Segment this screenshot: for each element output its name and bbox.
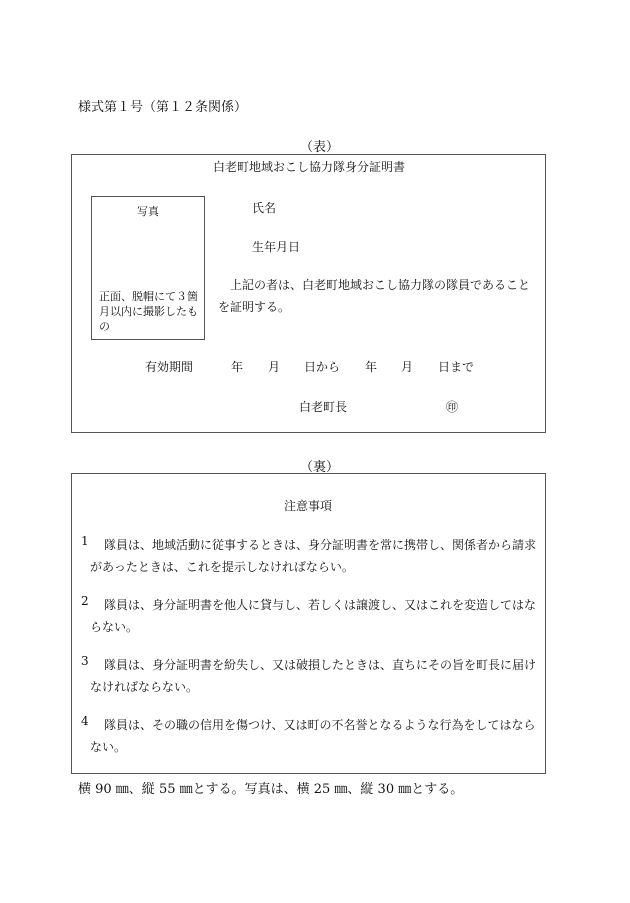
note-item: 隊員は、身分証明書を紛失し、又は破損したときは、直ちにその旨を町長に届けなければならない。 <box>90 658 537 694</box>
validity-year-from: 年 <box>231 360 244 374</box>
note-item: 隊員は、地域活動に従事するときは、身分証明書を常に携帯し、関係者から請求があったときは、これを提示しなければならい。 <box>90 538 537 574</box>
validity-label: 有効期間 <box>145 360 194 374</box>
note-item: 隊員は、その職の信用を傷つけ、又は町の不名誉となるような行為をしてはならない。 <box>90 718 536 754</box>
issuer-label: 白老町長 <box>299 400 348 414</box>
note-number: 2 <box>81 594 89 608</box>
card-title: 白老町地域おこし協力隊身分証明書 <box>213 160 406 174</box>
size-note: 横 90 ㎜、縦 55 ㎜とする。写真は、横 25 ㎜、縦 30 ㎜とする。 <box>78 782 464 797</box>
validity-month-from: 月 <box>268 360 281 374</box>
certification-text: 上記の者は、白老町地域おこし協力隊の隊員であることを証明する。 <box>218 278 531 314</box>
note-item: 隊員は、身分証明書を他人に貸与し、若しくは譲渡し、又はこれを変造してはならない。 <box>90 598 537 634</box>
note-number: 4 <box>81 714 89 728</box>
photo-note: 正面、脱帽にて３箇月以内に撮影したもの <box>99 290 198 333</box>
note-number: 1 <box>81 534 89 548</box>
note-number: 3 <box>81 654 89 668</box>
front-side-label: （表） <box>300 140 340 155</box>
validity-day-until: 日まで <box>438 360 475 374</box>
form-id: 様式第１号（第１２条関係） <box>78 100 248 115</box>
seal-mark: ㊞ <box>446 400 459 414</box>
validity-month-until: 月 <box>401 360 414 374</box>
back-side-label: （裏） <box>300 460 340 475</box>
validity-year-until: 年 <box>365 360 378 374</box>
notes-heading: 注意事項 <box>284 499 333 513</box>
validity-day-from: 日から <box>304 360 341 374</box>
photo-label: 写真 <box>137 205 159 218</box>
name-label: 氏名 <box>252 201 277 215</box>
birthdate-label: 生年月日 <box>252 240 301 254</box>
